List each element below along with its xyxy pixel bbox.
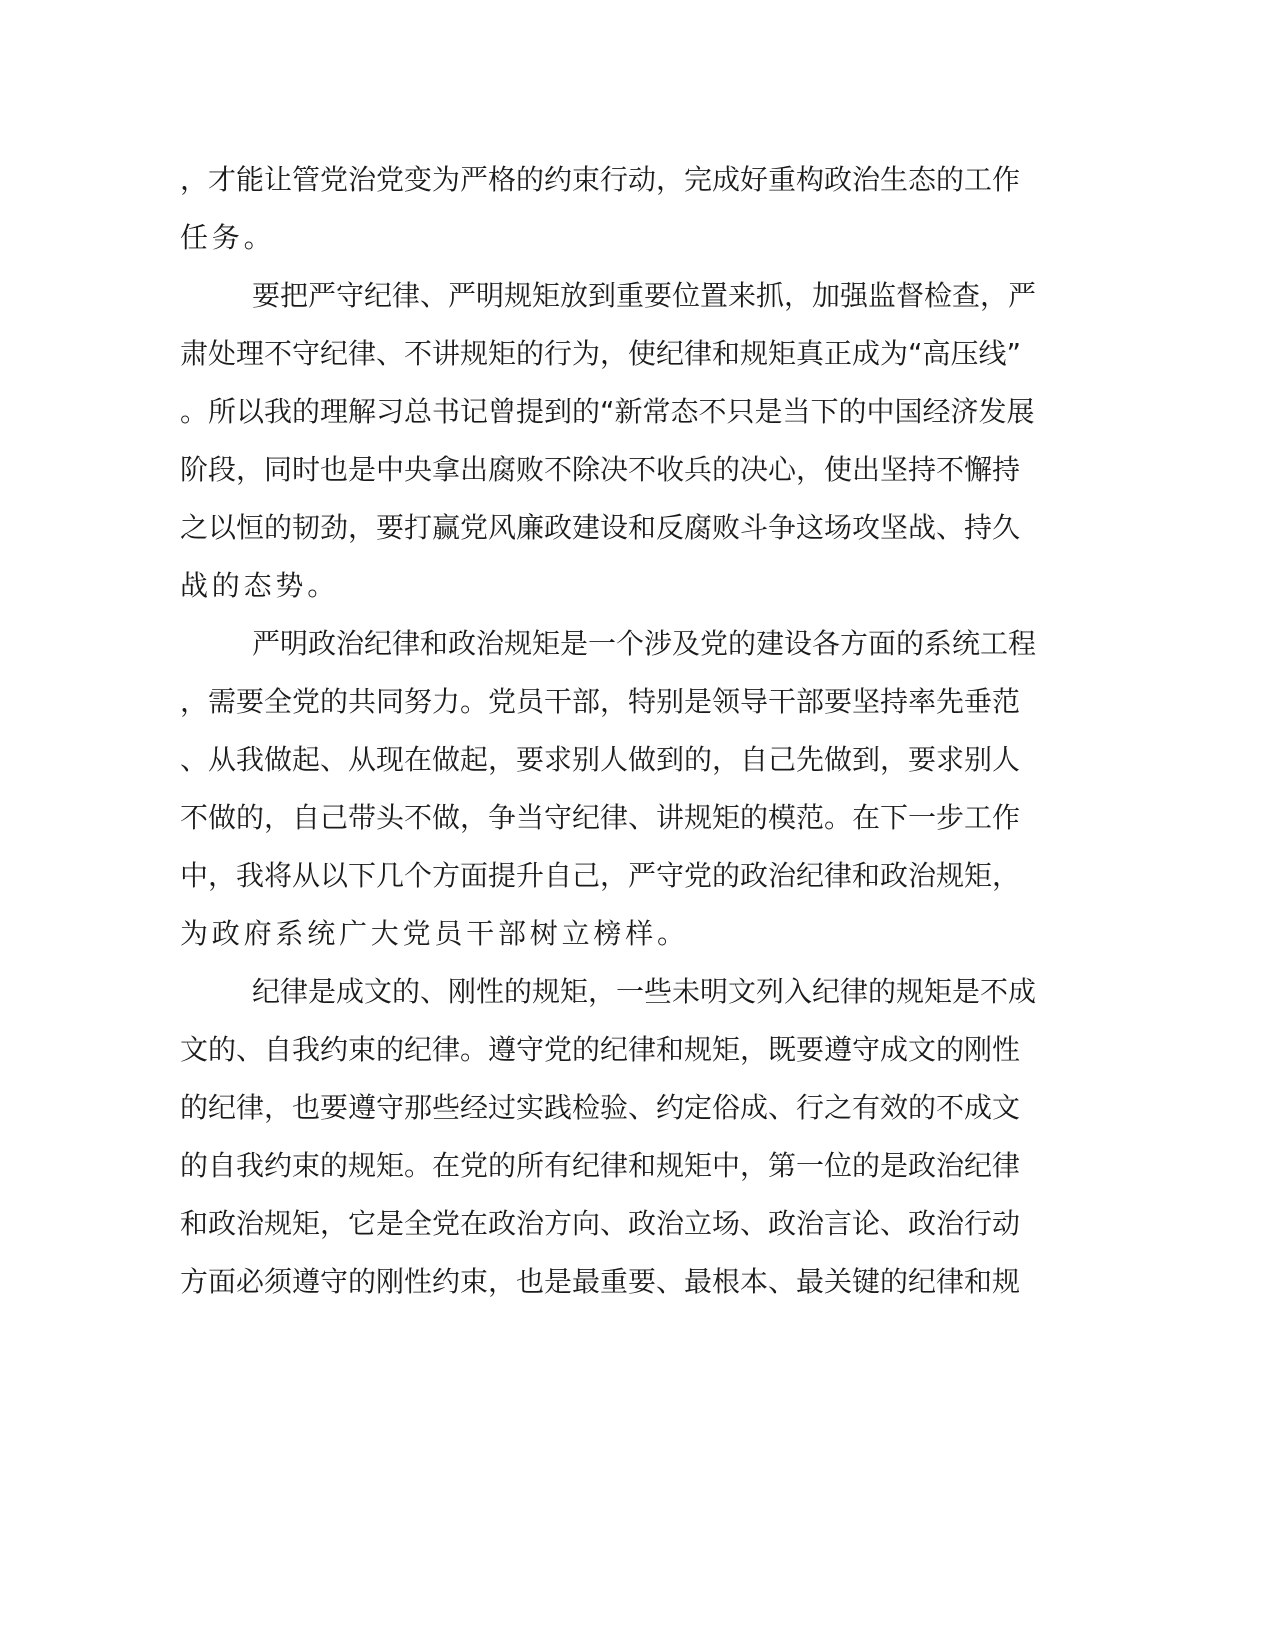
line-text: 要把严守纪律、严明规矩放到重要位置来抓，加强监督检查，严 [252,279,1037,312]
line-text: 。所以我的理解习总书记曾提到的“新常态不只是当下的中国经济发展 [180,395,1035,428]
text-line [0,912,1275,956]
line-text: 和政治规矩，它是全党在政治方向、政治立场、政治言论、政治行动 [180,1207,1021,1240]
text-line [0,216,1275,260]
text-line [0,448,1275,492]
line-text: 肃处理不守纪律、不讲规矩的行为，使纪律和规矩真正成为“高压线” [180,337,1022,370]
text-line [0,738,1275,782]
text-line [0,1028,1275,1072]
text-line [0,274,1275,318]
line-text: 严明政治纪律和政治规矩是一个涉及党的建设各方面的系统工程 [252,627,1037,660]
text-line [0,970,1275,1014]
line-text: 的自我约束的规矩。在党的所有纪律和规矩中，第一位的是政治纪律 [180,1149,1021,1182]
line-text: ，需要全党的共同努力。党员干部，特别是领导干部要坚持率先垂范 [180,685,1021,718]
line-text: 中，我将从以下几个方面提升自己，严守党的政治纪律和政治规矩， [180,859,1021,892]
text-line [0,1086,1275,1130]
line-text: 的纪律，也要遵守那些经过实践检验、约定俗成、行之有效的不成文 [180,1091,1021,1124]
text-line [0,564,1275,608]
line-text: 战的态势。 [180,569,340,602]
text-line [0,332,1275,376]
text-line [0,680,1275,724]
line-text: 为政府系统广大党员干部树立榜样。 [180,917,689,950]
text-line [0,622,1275,666]
text-line [0,390,1275,434]
text-line [0,854,1275,898]
text-line [0,1260,1275,1304]
line-text: 方面必须遵守的刚性约束，也是最重要、最根本、最关键的纪律和规 [180,1265,1021,1298]
line-text: 纪律是成文的、刚性的规矩，一些未明文列入纪律的规矩是不成 [252,975,1037,1008]
line-text: ，才能让管党治党变为严格的约束行动，完成好重构政治生态的工作 [180,163,1021,196]
line-text: 阶段，同时也是中央拿出腐败不除决不收兵的决心，使出坚持不懈持 [180,453,1021,486]
text-line [0,158,1275,202]
line-text: 任务。 [180,221,276,254]
line-text: 、从我做起、从现在做起，要求别人做到的，自己先做到，要求别人 [180,743,1021,776]
text-line [0,506,1275,550]
line-text: 不做的，自己带头不做，争当守纪律、讲规矩的模范。在下一步工作 [180,801,1021,834]
text-line [0,1144,1275,1188]
text-line [0,796,1275,840]
text-line [0,1202,1275,1246]
line-text: 之以恒的韧劲，要打赢党风廉政建设和反腐败斗争这场攻坚战、持久 [180,511,1021,544]
line-text: 文的、自我约束的纪律。遵守党的纪律和规矩，既要遵守成文的刚性 [180,1033,1021,1066]
